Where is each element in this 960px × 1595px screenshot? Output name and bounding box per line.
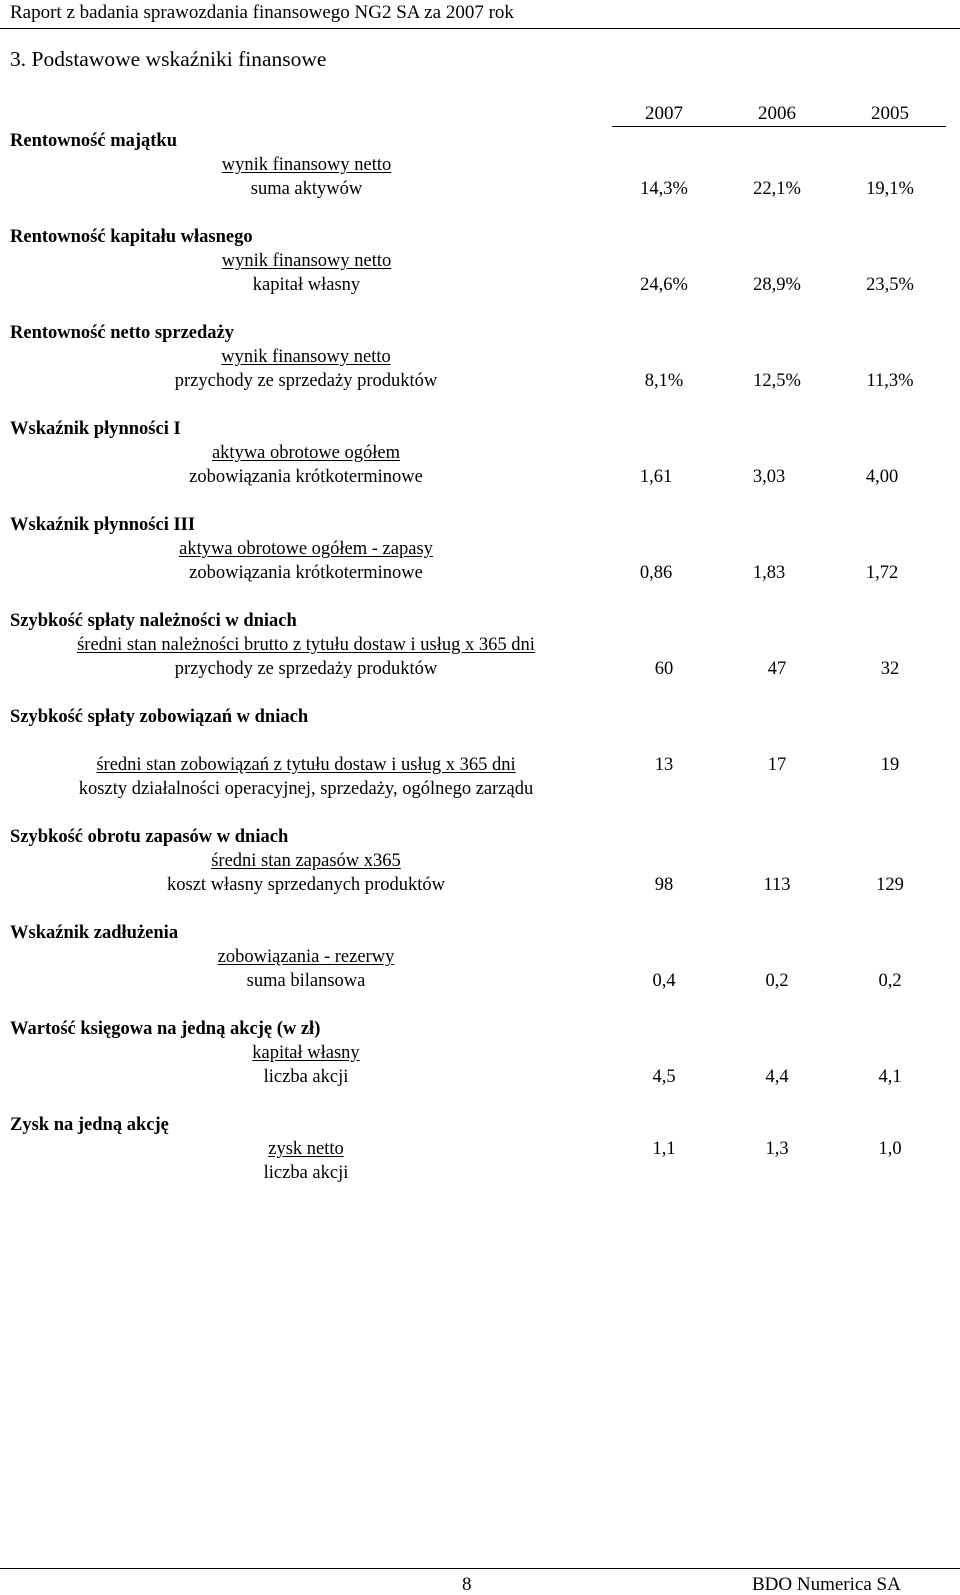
- value-2007-quick-ratio: 0,86: [639, 563, 673, 583]
- value-2007-current-ratio: 1,61: [639, 467, 673, 487]
- denominator-earnings-per-share: liczba akcji: [263, 1163, 349, 1183]
- indicator-title-earnings-per-share: Zysk na jedną akcję: [10, 1115, 169, 1135]
- value-2005-return-on-assets: 19,1%: [866, 179, 914, 199]
- indicator-title-quick-ratio: Wskaźnik płynności III: [10, 515, 196, 535]
- denominator-net-sales-margin: przychody ze sprzedaży produktów: [174, 371, 438, 391]
- denominator-current-ratio: zobowiązania krótkoterminowe: [189, 467, 423, 487]
- numerator-current-ratio: aktywa obrotowe ogółem: [211, 443, 401, 463]
- value-2006-current-ratio: 3,03: [752, 467, 786, 487]
- value-2007-receivables-days: 60: [654, 659, 674, 679]
- numerator-return-on-equity: wynik finansowy netto: [221, 251, 392, 271]
- value-2007-debt-ratio: 0,4: [652, 971, 676, 991]
- value-2006-net-sales-margin: 12,5%: [753, 371, 801, 391]
- indicator-title-payables-days: Szybkość spłaty zobowiązań w dniach: [10, 707, 309, 727]
- page-number: 8: [462, 1574, 472, 1595]
- indicator-title-inventory-days: Szybkość obrotu zapasów w dniach: [10, 827, 289, 847]
- numerator-book-value-per-share: kapitał własny: [252, 1043, 360, 1063]
- value-2005-earnings-per-share: 1,0: [878, 1139, 902, 1159]
- denominator-return-on-assets: suma aktywów: [250, 179, 363, 199]
- company-name: BDO Numerica SA: [752, 1574, 901, 1595]
- denominator-quick-ratio: zobowiązania krótkoterminowe: [189, 563, 423, 583]
- indicator-title-receivables-days: Szybkość spłaty należności w dniach: [10, 611, 297, 631]
- value-2005-payables-days: 19: [880, 755, 900, 775]
- numerator-payables-days: średni stan zobowiązań z tytułu dostaw i usług x 365 dni: [96, 755, 516, 775]
- value-2005-return-on-equity: 23,5%: [866, 275, 914, 295]
- numerator-return-on-assets: wynik finansowy netto: [221, 155, 392, 175]
- denominator-return-on-equity: kapitał własny: [252, 275, 361, 295]
- value-2005-receivables-days: 32: [880, 659, 900, 679]
- numerator-net-sales-margin: wynik finansowy netto: [221, 347, 391, 367]
- numerator-debt-ratio: zobowiązania - rezerwy: [217, 947, 395, 967]
- value-2006-return-on-assets: 22,1%: [753, 179, 801, 199]
- value-2006-receivables-days: 47: [767, 659, 787, 679]
- denominator-payables-days: koszty działalności operacyjnej, sprzedaży, ogólnego zarządu: [78, 779, 534, 799]
- value-2007-inventory-days: 98: [654, 875, 674, 895]
- denominator-inventory-days: koszt własny sprzedanych produktów: [167, 875, 445, 895]
- numerator-inventory-days: średni stan zapasów x365: [211, 851, 401, 871]
- indicator-title-current-ratio: Wskaźnik płynności I: [10, 419, 181, 439]
- numerator-quick-ratio: aktywa obrotowe ogółem - zapasy: [179, 539, 433, 559]
- value-2007-payables-days: 13: [654, 755, 674, 775]
- value-2006-quick-ratio: 1,83: [752, 563, 786, 583]
- year-header-2005: 2005: [871, 103, 909, 124]
- value-2006-payables-days: 17: [767, 755, 787, 775]
- footer-rule: [0, 1568, 960, 1569]
- value-2005-current-ratio: 4,00: [865, 467, 899, 487]
- indicator-title-return-on-assets: Rentowność majątku: [10, 131, 178, 151]
- value-2006-inventory-days: 113: [763, 875, 791, 895]
- value-2006-return-on-equity: 28,9%: [753, 275, 801, 295]
- value-2006-earnings-per-share: 1,3: [765, 1139, 789, 1159]
- value-2005-debt-ratio: 0,2: [878, 971, 902, 991]
- numerator-earnings-per-share: zysk netto: [268, 1139, 344, 1159]
- denominator-book-value-per-share: liczba akcji: [263, 1067, 349, 1087]
- denominator-receivables-days: przychody ze sprzedaży produktów: [174, 659, 438, 679]
- year-header-2007: 2007: [645, 103, 683, 124]
- value-2007-return-on-assets: 14,3%: [640, 179, 688, 199]
- value-2007-net-sales-margin: 8,1%: [644, 371, 684, 391]
- value-2006-debt-ratio: 0,2: [765, 971, 789, 991]
- year-header-2006: 2006: [758, 103, 796, 124]
- value-2005-quick-ratio: 1,72: [865, 563, 899, 583]
- denominator-debt-ratio: suma bilansowa: [246, 971, 366, 991]
- header-text: Raport z badania sprawozdania finansowego NG2 SA za 2007 rok: [10, 2, 514, 23]
- value-2005-book-value-per-share: 4,1: [878, 1067, 902, 1087]
- indicator-title-return-on-equity: Rentowność kapitału własnego: [10, 227, 253, 247]
- year-header-underline: [612, 126, 946, 127]
- value-2005-inventory-days: 129: [876, 875, 904, 895]
- value-2007-return-on-equity: 24,6%: [640, 275, 688, 295]
- value-2005-net-sales-margin: 11,3%: [866, 371, 914, 391]
- value-2007-earnings-per-share: 1,1: [652, 1139, 676, 1159]
- value-2007-book-value-per-share: 4,5: [652, 1067, 676, 1087]
- indicator-title-debt-ratio: Wskaźnik zadłużenia: [10, 923, 179, 943]
- section-title: 3. Podstawowe wskaźniki finansowe: [10, 47, 327, 71]
- numerator-receivables-days: średni stan należności brutto z tytułu dostaw i usług x 365 dni: [77, 635, 535, 655]
- indicator-title-net-sales-margin: Rentowność netto sprzedaży: [10, 323, 235, 343]
- value-2006-book-value-per-share: 4,4: [765, 1067, 789, 1087]
- indicator-title-book-value-per-share: Wartość księgowa na jedną akcję (w zł): [10, 1019, 321, 1039]
